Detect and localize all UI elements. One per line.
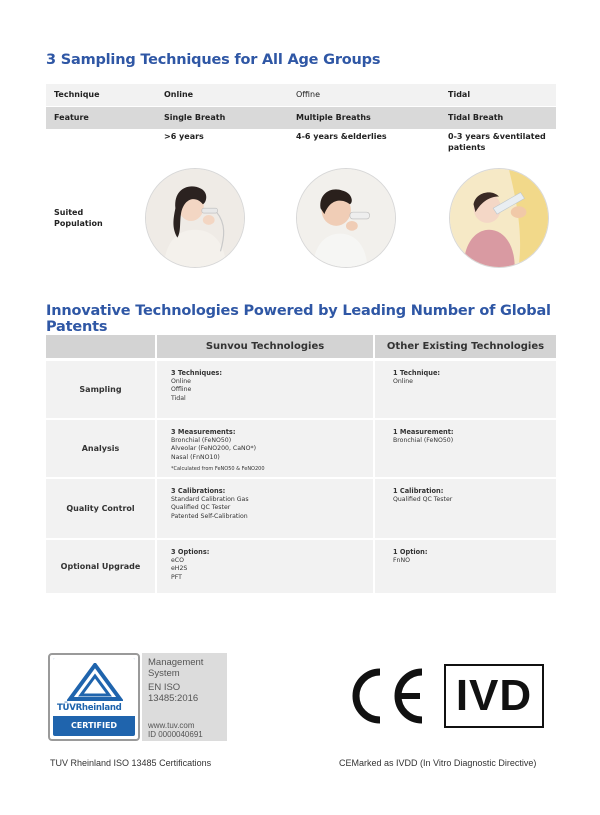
tuv-id-number: ID 0000040691 xyxy=(148,730,203,739)
cell-heading: 3 Techniques: xyxy=(171,369,222,377)
feature-single-breath: Single Breath xyxy=(164,113,226,122)
cell-sunvou-sampling xyxy=(157,361,373,418)
feature-multiple-breaths: Multiple Breaths xyxy=(296,113,371,122)
cell-other-quality-control xyxy=(375,479,556,538)
feature-tidal-breath: Tidal Breath xyxy=(448,113,504,122)
feature-label: Feature xyxy=(54,113,89,122)
photo-woman-using-device xyxy=(145,168,245,268)
list-item: Qualified QC Tester xyxy=(393,495,453,503)
photo-child-using-device xyxy=(296,168,396,268)
list-item: Alveolar (FeNO200, CaNO*) xyxy=(171,445,257,452)
tuv-management-system: Management System xyxy=(148,657,204,679)
caption-tuv: TUV Rheinland ISO 13485 Certifications xyxy=(50,758,212,768)
tuv-wordmark: TÜVRheinland xyxy=(57,703,122,713)
tuv-certified-badge: CERTIFIED xyxy=(70,721,118,730)
tuv-rheinland-logo xyxy=(48,653,140,741)
caption-ce-ivd: CEMarked as IVDD (In Vitro Diagnostic Directive) xyxy=(339,758,537,768)
cell-heading: 3 Measurements: xyxy=(171,428,236,436)
ivd-mark: IVD xyxy=(444,664,544,728)
cell-other-sampling xyxy=(375,361,556,418)
photo-infant-using-device xyxy=(449,168,549,268)
list-item: Online xyxy=(393,377,413,385)
technique-tidal: Tidal xyxy=(448,90,471,99)
age-tidal: 0-3 years &ventilated patients xyxy=(448,132,546,152)
cell-heading: 3 Calibrations: xyxy=(171,487,226,495)
suited-population-label: Suited Population xyxy=(54,208,103,228)
woman-illustration xyxy=(146,169,244,267)
header-sunvou-technologies: Sunvou Technologies xyxy=(157,335,373,358)
list-item: Online xyxy=(171,377,191,385)
cell-other-analysis xyxy=(375,420,556,477)
list-item: Qualified QC Tester xyxy=(171,504,231,511)
cell-heading: 3 Options: xyxy=(171,548,210,556)
cell-heading: 1 Option: xyxy=(393,548,428,556)
list-item: Offline xyxy=(171,386,192,393)
feature-row xyxy=(46,107,556,129)
cell-heading: 1 Technique: xyxy=(393,369,441,377)
tuv-info-panel xyxy=(142,653,227,741)
tuv-standard: EN ISO 13485:2016 xyxy=(148,682,199,704)
tuv-triangle-icon xyxy=(67,663,123,701)
list-item: FnNO xyxy=(393,556,410,564)
cell-heading: 1 Calibration: xyxy=(393,487,444,495)
cell-sunvou-quality-control xyxy=(157,479,373,538)
list-item: PFT xyxy=(171,573,182,581)
tuv-website: www.tuv.com xyxy=(148,721,195,730)
row-label-quality-control: Quality Control xyxy=(46,479,155,538)
list-item: Nasal (FnNO10) xyxy=(171,453,220,461)
infant-illustration xyxy=(450,169,548,267)
age-online: >6 years xyxy=(164,132,204,141)
footnote: *Calculated from FeNO50 & FeNO200 xyxy=(171,466,265,472)
header-empty-cell xyxy=(46,335,155,358)
cell-sunvou-optional-upgrade xyxy=(157,540,373,593)
list-item: Bronchial (FeNO50) xyxy=(171,436,232,444)
list-item: Tidal xyxy=(171,394,186,402)
list-item: eCO xyxy=(171,556,184,564)
list-item: Standard Calibration Gas xyxy=(171,495,249,503)
technique-row xyxy=(46,84,556,106)
tuv-logo-inner xyxy=(53,658,135,736)
ce-mark-icon xyxy=(346,666,426,726)
technique-offline: Offine xyxy=(296,90,321,99)
list-item: Bronchial (FeNO50) xyxy=(393,436,454,444)
cell-sunvou-analysis xyxy=(157,420,373,477)
header-other-technologies: Other Existing Technologies xyxy=(375,335,556,358)
age-offline: 4-6 years &elderlies xyxy=(296,132,387,141)
row-label-optional-upgrade: Optional Upgrade xyxy=(46,540,155,593)
patents-title: Innovative Technologies Powered by Leading Number of Global Patents xyxy=(46,303,551,335)
child-illustration xyxy=(297,169,395,267)
list-item: eH2S xyxy=(171,565,188,572)
cell-heading: 1 Measurement: xyxy=(393,428,454,436)
row-label-analysis: Analysis xyxy=(46,420,155,477)
list-item: Patented Self-Calibration xyxy=(171,512,248,520)
technique-online: Online xyxy=(164,90,194,99)
cell-other-optional-upgrade xyxy=(375,540,556,593)
row-label-sampling: Sampling xyxy=(46,361,155,418)
technique-label: Technique xyxy=(54,90,100,99)
sampling-title: 3 Sampling Techniques for All Age Groups xyxy=(46,52,381,68)
